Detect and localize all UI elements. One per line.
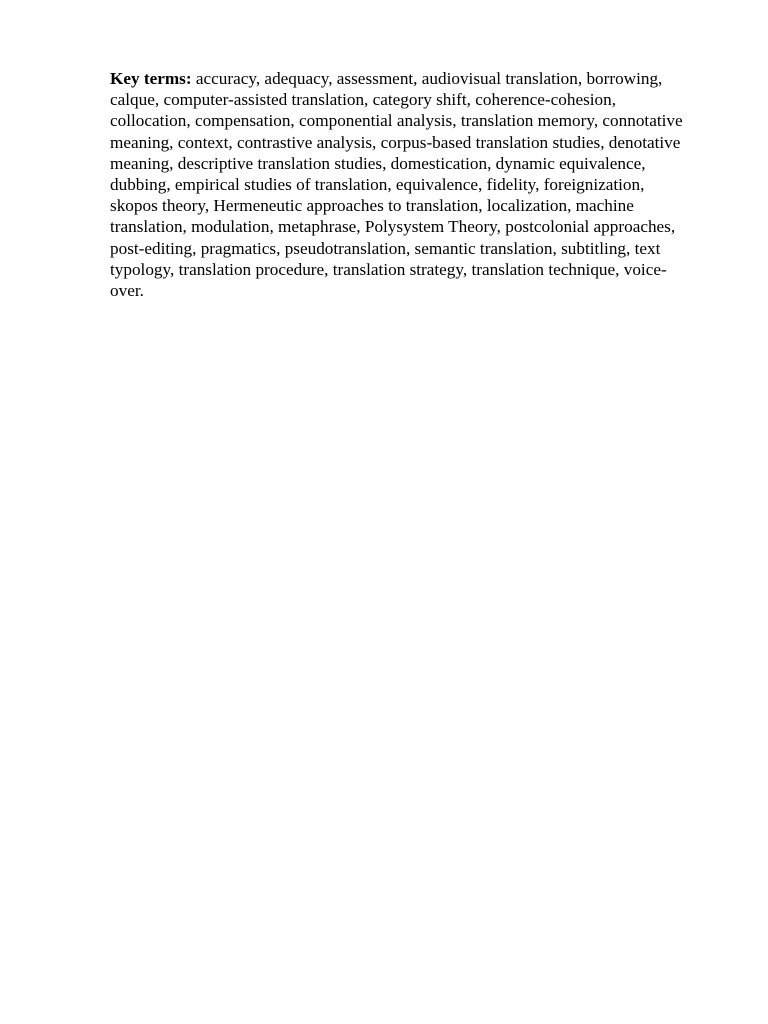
key-terms-label: Key terms:: [110, 69, 192, 88]
key-terms-paragraph: [110, 68, 720, 301]
key-terms-list: accuracy, adequacy, assessment, audiovisual translation, borrowing, calque, computer-assisted translation, category shift, coherence-cohesion, collocation, compensation, componential analysis, translation memory, connotative meaning, context, contrastive analysis, corpus-based translation studies, denotative meaning, descriptive translation studies, domestication, dynamic equivalence, dubbing, empirical studies of translation, equivalence, fidelity, foreignization, skopos theory, Hermeneutic approaches to translation, localization, machine translation, modulation, metaphrase, Polysystem Theory, postcolonial approaches, post-editing, pragmatics, pseudotranslation, semantic translation, subtitling, text typology, translation procedure, translation strategy, translation technique, voice- over.: [110, 69, 683, 301]
